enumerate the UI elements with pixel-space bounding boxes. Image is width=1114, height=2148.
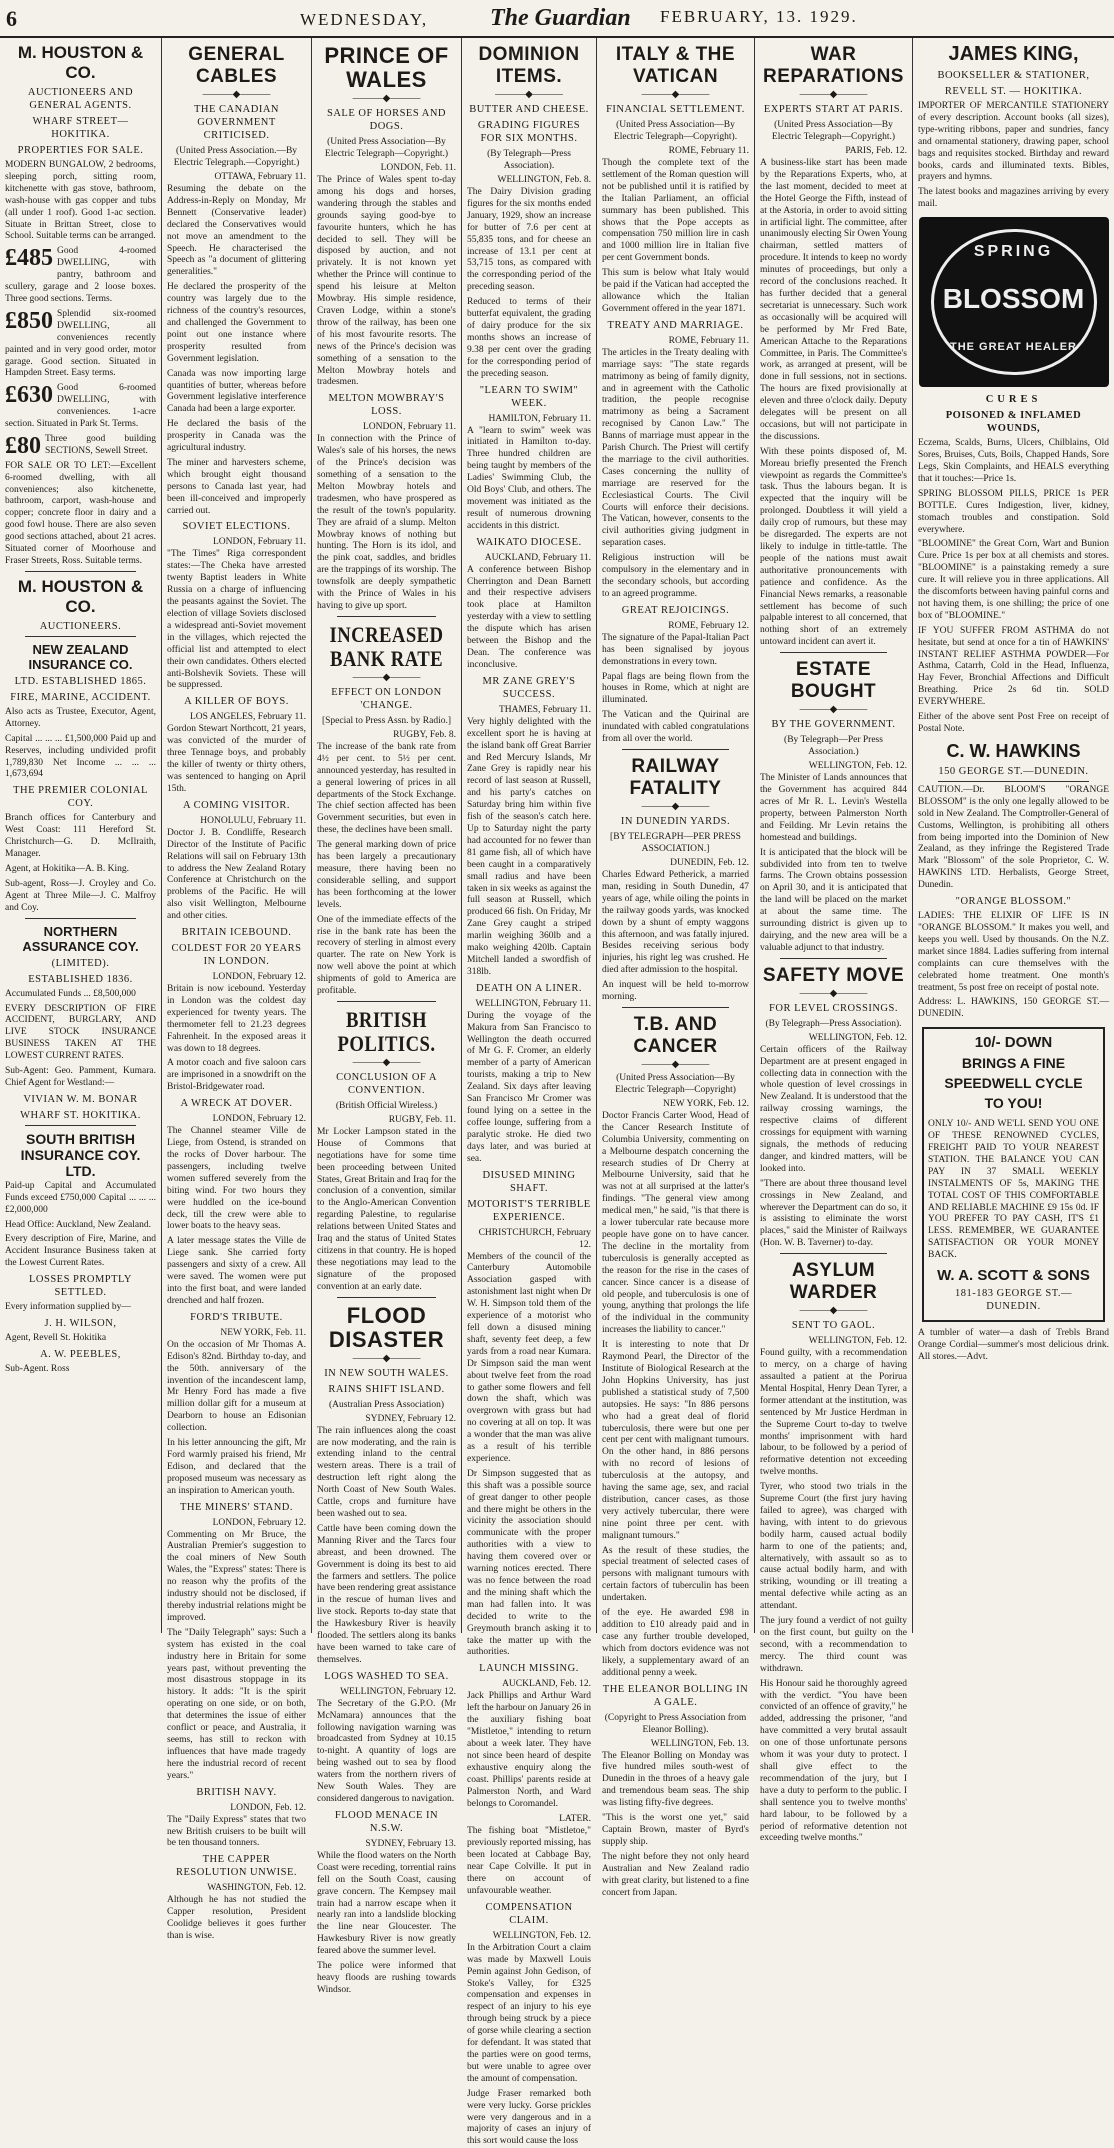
article-subheading: MOTORIST'S TERRIBLE EXPERIENCE. [467, 1198, 591, 1223]
ad-subtitle: AUCTIONEERS AND GENERAL AGENTS. [27, 87, 134, 111]
divider [622, 1007, 729, 1008]
ad-text: Agent, at Hokitika—A. B. King. [5, 863, 130, 874]
newspaper-columns [0, 38, 1114, 2147]
ad-address: 150 GEORGE ST.—DUNEDIN. [938, 765, 1089, 777]
ad-subtitle: LOSSES PROMPTLY SETTLED. [28, 1274, 132, 1299]
ad-south-british-title: SOUTH BRITISH INSURANCE COY. LTD. [20, 1130, 141, 1179]
dateline: CHRISTCHURCH, February 12. [478, 1227, 591, 1250]
ad-text: Eczema, Scalds, Burns, Ulcers, Chilblains, Old Sores, Bruises, Cuts, Boils, Chapped Hands, Sore Legs, Skin Complaints, and HEALS everything that it touches:—Price 1s. [918, 438, 1109, 484]
article-subheading: SOVIET ELECTIONS. [182, 521, 291, 533]
article-text: Religious instruction will be compulsory in the elementary and in the secondary schools, but according to an agreed programme. [602, 553, 749, 599]
article-text: Jack Phillips and Arthur Ward left the harbour on January 26 in the auxiliary fishing boat "Mistletoe," intending to return about a week later. They have not since been heard of despite exhaustive enquiry along the coast. Phillips' parents reside at Palmerston North, and Ward belongs to Coromandel. [467, 1691, 591, 1809]
price: £630 [5, 382, 53, 409]
article-subheading: WAIKATO DIOCESE. [476, 536, 582, 548]
masthead-date: FEBRUARY, 13. 1929. [660, 7, 858, 26]
ad-text: The latest books and magazines arriving by every mail. [918, 187, 1109, 210]
ad-subtitle: FIRE, MARINE, ACCIDENT. [10, 691, 151, 703]
ad-text: Sub-Agent. Ross [5, 1364, 70, 1374]
ad-text: IMPORTER OF MERCANTILE STATIONERY of every description. Account books (all sizes), type-writing ribbons, paper and sundries, fancy and ornamental stationery, drawing paper, school bags and requisites stocked. Birthday and reward books, cards and illuminated texts. Bibles, prayers and hymns. [918, 101, 1109, 183]
article-text: One of the immediate effects of the rise in the bank rate has been the recovery of sterling in almost every quarter. The rate on New York is now well above the point at which shipments of gold to America are profitable. [317, 914, 456, 997]
divider [938, 781, 1089, 782]
divider [25, 1125, 136, 1126]
ad-james-king-title: JAMES KING, [948, 43, 1079, 65]
article-text: "The Times" Riga correspondent states:—The Cheka have arrested twenty Baptist leaders in White Russia on a charge of influencing the peasants against the Soviet. The election of village Soviets disclosed a widespread anti-Soviet movement in the villages, which rejected the official list and attempted to elect their own candidates. Others elected anti-Bolshevik Soviets. These will be suppressed. [167, 549, 306, 691]
dateline: AUCKLAND, February 11. [484, 552, 591, 563]
article-text: Certain officers of the Railway Department are at present engaged in collecting data in connection with the whole question of level crossings in New Zealand. It is understood that the railway crossing warnings, the respective claims of different crossings for equipment with warning signals, the methods of reducing danger, and kindred matters, will be looked into. [760, 1044, 907, 1174]
wire-credit: (By Telegraph—Per Press Association.) [784, 735, 883, 758]
dateline: WELLINGTON, February 12. [340, 1686, 456, 1697]
cycle-ad-line: TO YOU! [984, 1095, 1043, 1112]
ad-heading: PROPERTIES FOR SALE. [17, 145, 144, 156]
dateline: HAMILTON, February 11. [488, 413, 591, 424]
article-subheading: THE CAPPER RESOLUTION UNWISE. [176, 1854, 297, 1879]
ad-text: Every information supplied by— [5, 1302, 131, 1313]
ad-text: Branch offices for Canterbury and West Coast: 111 Hereford St. Christchurch—G. D. McIlraith, Manager. [5, 813, 156, 860]
divider: ———◆——— [495, 89, 563, 100]
dateline: LONDON, Feb. 12. [230, 1802, 306, 1813]
article-subheading: A COMING VISITOR. [183, 799, 290, 811]
wire-credit: (Copyright to Press Association from Eleanor Bolling). [604, 1712, 747, 1735]
ad-text: Every description of Fire, Marine, and Accident Insurance Business taken at the Lowest Current Rates. [5, 1234, 156, 1269]
section-heading: DOMINION ITEMS. [478, 44, 580, 87]
divider: ———◆——— [641, 89, 710, 100]
article-subheading: DEATH ON A LINER. [476, 982, 582, 994]
article-subheading: MR ZANE GREY'S SUCCESS. [482, 675, 576, 700]
ad-subtitle: BOOKSELLER & STATIONER, [937, 70, 1090, 81]
article-subheading: LOGS WASHED TO SEA. [324, 1670, 449, 1682]
ad-scott-title: W. A. SCOTT & SONS [937, 1267, 1090, 1285]
article-subheading: A WRECK AT DOVER. [180, 1098, 293, 1110]
dateline: RUGBY, Feb. 8. [393, 729, 456, 740]
article-subheading: DISUSED MINING SHAFT. [482, 1169, 576, 1194]
divider: ———◆——— [799, 89, 868, 100]
article-text: The rain influences along the coast are now moderating, and the rain is extending inland to the central western areas. There is a trail of destruction left right along the North Coast of New South Wales. Cattle, crops and furniture have been washed out to sea. [317, 1425, 456, 1519]
dateline: LONDON, February 12. [212, 972, 306, 983]
ad-text: £485 Good 4-roomed DWELLING, with pantry, bathroom and scullery, garage and 2 loose boxes. Three good sections. Terms. [5, 245, 156, 304]
article-text: The night before they not only heard Australian and New Zealand radio with great clarity, but listened to a fine concert from Japan. [602, 1851, 749, 1898]
article-text: A conference between Bishop Cherrington and Dean Barnett and their respective advisers took place at Hamilton yesterday with a view to settling the dispute which has arisen between the Bishop and the Dean. The conference was inconclusive. [467, 564, 591, 670]
article-text: Found guilty, with a recommendation to mercy, on a charge of having assaulted a patient at the Porirua Mental Hospital, Henry Dean Tyrer, a former attendant at the institution, was sentenced by Mr Justice Herdman in the Supreme Court to-day to twelve months' imprisonment with hard labour, to be followed by a period of reformative detention not exceeding twelve months. [760, 1348, 907, 1478]
dateline: LATER. [559, 1814, 591, 1825]
wire-credit: (United Press Association—By Electric Telegraph—Copyright). [613, 120, 738, 142]
article-text: Reduced to terms of their butterfat equivalent, the grading of dairy produce for the six months shows an increase of 9.38 per cent over the grading for the corresponding period of the preceding season. [467, 297, 591, 379]
cycle-ad-line: 10/- DOWN [974, 1034, 1053, 1052]
dateline: ROME, February 11. [668, 335, 749, 346]
dateline: WELLINGTON, Feb. 12. [808, 761, 907, 772]
logo-text-healer: THE GREAT HEALER [949, 341, 1078, 354]
article-text: A later message states the Ville de Liege sank. She carried forty passengers and sixty of a crew. All were saved. The women were put into the first boat, and were landed drenched and half frozen. [167, 1236, 306, 1306]
ad-houston-title-2: M. HOUSTON & CO. [17, 576, 144, 616]
dateline: WELLINGTON, Feb. 8. [497, 175, 591, 185]
article-subheading: THE MINERS' STAND. [179, 1501, 293, 1513]
article-text: Charles Edward Petherick, a married man, residing in South Dunedin, 47 years of age, while oiling the points in the railway goods yards, was knocked down by a shunt of empty waggons this afternoon, and was fatally injured. Besides receiving serious body injuries, his right leg was crushed. He died after admission to the hospital. [602, 869, 749, 976]
article-text: The Eleanor Bolling on Monday was five hundred miles south-west of Dunedin in the throes of a heavy gale and tremendous beam seas. The ship was listing fifty-five degrees. [602, 1750, 749, 1809]
dateline: WELLINGTON, Feb. 12. [492, 1930, 591, 1941]
ad-text: Accumulated Funds ... £8,500,000 [5, 988, 136, 999]
dateline: LONDON, February 12. [212, 1517, 306, 1528]
ad-subtitle: J. H. WILSON, [44, 1318, 117, 1330]
article-subheading: "LEARN TO SWIM" WEEK. [479, 384, 579, 409]
article-text: Tyrer, who stood two trials in the Supreme Court (the first jury having failed to agree), was charged with having, with intent to do grievous bodily harm, caused actual bodily harm to one of the patients; and, alternatively, with assault so as to cause actual bodily harm, and with striking, wounding or ill treating a mental defective while acting as an attendant. [760, 1482, 907, 1612]
ad-text: FOR SALE OR TO LET:—Excellent 6-roomed dwelling, with all conveniences; also kitchenette, bathroom, carport, wash-house and copper; concrete floor in dairy and a good fowl house. There are also seven good sections attached, about 21 acres. Situated corner of Moorhouse and Fraser Streets, Ross. Suitable terms. [5, 460, 156, 566]
ad-houston-title: M. HOUSTON & CO. [17, 43, 144, 82]
spring-blossom-logo [919, 217, 1109, 387]
article-text: A motor coach and five saloon cars are imprisoned in a snowdrift on the Bristol-Bridgewater road. [167, 1058, 306, 1093]
dateline: LOS ANGELES, February 11. [189, 712, 306, 723]
article-text: Though the complete text of the settlement of the Roman question will not be published until it is ratified by the Italian Parliament, an official summary has been published. This shows that the Pope accepts as compensation 750 million lire in cash and 1000 million lire in Italian five per cent Government bonds. [602, 158, 749, 264]
article-text: Judge Fraser remarked both were very lucky. Gorse prickles were very dangerous and in a majority of cases an injury of this sort would cause the loss [467, 2088, 591, 2147]
article-text: It is anticipated that the block will be subdivided into from ten to twelve farms. The Crown obtains possession on April 30, and it is anticipated that the land will be placed on the market at about the same time. The surrounding district is given up to dairying, and the new area will be a valuable adjunct to that industry. [760, 847, 907, 953]
wire-credit: (United Press Association—By Electric Telegraph—Copyright.) [324, 137, 449, 159]
article-subheading: LAUNCH MISSING. [479, 1663, 579, 1675]
article-text: The Dairy Division grading figures for the six months ended January, 1929, show an increase for butter of 7.6 per cent at 55,835 tons, and for cheese an increase of 13.1 per cent at 53,715 tons, as compared with the corresponding period of the preceding season. [467, 187, 591, 293]
price: £80 [5, 432, 41, 459]
cycle-ad-line: BRINGS A FINE [961, 1055, 1066, 1072]
divider [337, 616, 436, 617]
divider [25, 571, 136, 572]
ad-text: £850 Splendid six-roomed DWELLING, all conveniences recently painted and in very good order, motor garage. Good section. Situated in Hampden Street. Easy terms. [5, 307, 156, 379]
logo-text-blossom: BLOSSOM [942, 283, 1085, 315]
ad-address: WHARF STREET— HOKITIKA. [32, 116, 129, 140]
section-heading: SAFETY MOVE [762, 964, 905, 986]
divider [780, 958, 887, 959]
section-heading: PRINCE OF WALES [324, 43, 449, 92]
divider [25, 636, 136, 637]
column-6 [755, 38, 913, 1844]
dateline: HONOLULU, February 11. [200, 815, 306, 826]
article-subheading: FLOOD MENACE IN N.S.W. [334, 1809, 439, 1834]
article-subheading: SENT TO GAOL. [791, 1320, 876, 1332]
article-subheading: GRADING FIGURES FOR SIX MONTHS. [477, 120, 581, 144]
article-subheading: TREATY AND MARRIAGE. [607, 319, 744, 331]
ad-text: A tumbler of water—a dash of Trebls Brand Orange Cordial—summer's most delicious drink. All stores.—Advt. [918, 1328, 1109, 1362]
wire-credit: (United Press Association—By Electric Telegraph—Copyright.) [771, 120, 896, 142]
divider: ———◆——— [799, 704, 868, 716]
wire-credit: (United Press Association.—By Electric Telegraph.—Copyright.) [173, 146, 300, 168]
section-heading: ASYLUM WARDER [789, 1260, 878, 1304]
ad-text: Agent, Revell St. Hokitika [5, 1333, 107, 1344]
ad-address: REVELL ST. — HOKITIKA. [944, 86, 1083, 97]
section-heading: WAR REPARATIONS [763, 44, 904, 87]
article-subheading: SALE OF HORSES AND DOGS. [327, 108, 446, 132]
article-text: The Minister of Lands announces that the Government has acquired 844 acres of Mr R. L. Levin's Westella property, between Palmerston North and Feilding. Mr Levin retains the homestead and buildings. [760, 773, 907, 843]
article-text: The police were informed that heavy floods are rushing towards Windsor. [317, 1961, 456, 1995]
article-text: A "learn to swim" week was initiated in Hamilton to-day. Three hundred children are being taught by members of the Ladies' Swimming Club, the Old Boys' Club, and others. The movement was initiated as the result of numerous drowning accidents in this district. [467, 425, 591, 531]
article-text: The articles in the Treaty dealing with marriage says: "The state regards matrimony as being of family dignity, and in agreement with the Catholic tradition, the people recognise matrimony as being a Sacrament recognised by Canon Law." The Banns of marriage must appear in the Parish Church. The Priest will certify the marriage to the civil authorities. Cases concerning the nullity of marriage are reserved for the Ecclesiastical Courts. The Civil Courts will enforce their decisions. The Vatican, however, consents to the civil authorities giving judgment in separation cases. [602, 347, 749, 549]
article-text: The jury found a verdict of not guilty on the first count, but guilty on the second, with a recommendation to mercy. The third count was withdrawn. [760, 1616, 907, 1674]
dateline: SYDNEY, February 13. [365, 1838, 456, 1849]
ad-text: LADIES: THE ELIXIR OF LIFE IS IN "ORANGE BLOSSOM." It makes you well, and keeps you well. Used by thousands. On the N.Z. market since 1884. Ladies suffering from internal complaints can cure themselves with the celebrated home treatment. One month's treatment, 5s post free on receipt of postal note. [918, 911, 1109, 993]
ad-subtitle: WHARF ST. HOKITIKA. [20, 1109, 141, 1121]
article-text: In connection with the Prince of Wales's sale of his horses, the news of the Prince's decision was something of a sensation to the Melton Mowbray hotels and tradesmen, who have prospered as the result of the town's popularity. They are afraid of a slump. Melton Mowbray knows of nothing but hunting. The Horn is its idol, and the pink coat, saddles, and bridles are the trappings of its worship. The townsfolk are deeply sympathetic with the Prince of Wales in his having to give up sport. [317, 434, 456, 611]
article-subheading: CONCLUSION OF A CONVENTION. [336, 1071, 437, 1096]
ad-text: Address: L. HAWKINS, 150 GEORGE ST.—DUNEDIN. [918, 997, 1109, 1020]
article-subheading: MELTON MOWBRAY'S LOSS. [328, 393, 445, 418]
dateline: RUGBY, Feb. 11. [388, 1114, 456, 1125]
dateline: SYDNEY, February 12. [365, 1413, 456, 1424]
dateline: LONDON, February 11. [362, 422, 456, 433]
divider [622, 749, 729, 750]
section-heading: ESTATE BOUGHT [790, 659, 877, 703]
price: £850 [5, 307, 53, 334]
article-text: The Vatican and the Quirinal are inundated with cabled congratulations from all over the world. [602, 710, 749, 745]
article-subheading: BRITAIN ICEBOUND. [181, 927, 292, 939]
article-subheading: IN NEW SOUTH WALES. [324, 1367, 449, 1379]
article-text: Dr Simpson suggested that as this shaft was a possible source of great danger to other people and there might be others in the vicinity the association should communicate with the proper authorities with a view to having them covered over or warning notices erected. There was no fence between the road and the mining shaft which the man had fallen into. It was decided to write to the Greymouth branch asking it to take the matter up with the authorities. [467, 1468, 591, 1658]
article-subheading: THE CANADIAN GOVERNMENT CRITICISED. [193, 104, 280, 141]
article-subheading: EXPERTS START AT PARIS. [763, 104, 904, 115]
divider: ———◆——— [352, 93, 421, 104]
wire-credit: (By Telegraph—Press Association). [487, 149, 571, 171]
article-subheading: GREAT REJOICINGS. [621, 604, 730, 616]
article-text: The fishing boat "Mistletoe," previously reported missing, has been located at Cabbage Bay, near Cape Colville. It put in there on account of unfavourable weather. [467, 1826, 591, 1896]
article-text: Doctor J. B. Condliffe, Research Director of the Institute of Pacific Relations will sail on February 13th to address the New Zealand Rotary Conference at Christchurch on the problems of the Pacific. He will also visit Wellington, Melbourne and other cities. [167, 827, 306, 922]
column-1 [0, 38, 162, 1633]
divider [337, 1001, 436, 1002]
divider: ———◆——— [352, 1056, 421, 1068]
column-5 [597, 38, 755, 1898]
dateline: AUCKLAND, Feb. 12. [502, 1679, 591, 1690]
ad-text: Sub-agent, Ross—J. Croyley and Co. Agent at Three Mile—J. C. Malfroy and Coy. [5, 878, 156, 913]
dateline: WELLINGTON, February 11. [475, 998, 591, 1009]
column-3 [312, 38, 462, 1995]
divider [25, 918, 136, 919]
ad-text: MODERN BUNGALOW, 2 bedrooms, sleeping porch, sitting room, kitchenette with gas stove, bathroom, wash-house with gas copper and tubs (all under 1 roof). Good 1-ac section. Situate in Brittan Street, close to School. Suitable terms can be arranged. [5, 160, 156, 242]
wire-credit: (By Telegraph—Press Association). [765, 1018, 902, 1029]
article-text: An inquest will be held to-morrow morning. [602, 980, 749, 1003]
article-subheading: FINANCIAL SETTLEMENT. [606, 104, 745, 115]
article-text: Very highly delighted with the excellent sport he is having at the island bank off Great Barrier and Red Mercury Islands, Mr Zane Grey is rapidly near his record of last season at Russell, and his party's catches on Saturday bring him within five fish of the season's catch here. Up to Saturday night the party had accounted for no fewer than 81 game fish, all of which have been caught in a comparatively small radius and have been taken in six weeks as against the full season at Russell, which produced 66 fish. On Friday, Mr Zane Grey caught a striped marlin weighing 360lb and a mako weighing 420lb. Captain Mitchell landed a swordfish of 318lb. [467, 716, 591, 977]
article-subheading: BY THE GOVERNMENT. [771, 719, 896, 731]
divider [780, 1253, 887, 1254]
cycle-ad-box [922, 1027, 1105, 1322]
article-text: A business-like start has been made by the Reparations Experts, who, at the last moment, decided to meet at the Hotel George the Fifth, instead of at the Astoria, in order to avoid sitting in artificial light. The committee, after unanimously electing Sir Owen Young chairman, settled matters of procedure. It intends to keep no wordy minutes of proceedings, but only a record of the conclusions reached. It has further decided that a general secretariat is unnecessary. Such work as occasionally will be acquired will be performed by Mr Fred Bate, American Attache to the Reparations Committee, in Paris. The Committee's work, as arranged at present, will be done in full sessions, not in sections. The hours are fixed provisionally at eleven and three o'clock daily. Deputy delegates will be present on all occasions, but will not participate in the discussions. [760, 158, 907, 442]
ad-text: IF YOU SUFFER FROM ASTHMA do not hesitate, but send at once for a tin of HAWKINS' INSTANT RELIEF ASTHMA POWDER—For Asthma, Catarrh, Cold in the Head, Influenza, Hay Fever, Bronchial Affections and Difficult Breathing. Price 2s 6d tin. SOLD EVERYWHERE. [918, 625, 1109, 708]
section-heading: RAILWAY FATALITY [629, 755, 722, 799]
ad-text: CAUTION.—Dr. BLOOM'S "ORANGE BLOSSOM" is the only one legally allowed to be sold in New Zealand. The Comptroller-General of Customs, Wellington, is prohibiting all others from being imported into the Dominion of New Zealand, as they infringe the Registered Trade Mark "Blossom" of the sole Proprietor, C. W. HAWKINS LTD. Herbalists, George Street, Dunedin. [918, 784, 1109, 891]
article-subheading: BRITISH NAVY. [196, 1786, 277, 1798]
wire-credit: (British Official Wireless.) [335, 1100, 438, 1111]
wire-credit: (United Press Association—By Electric Telegraph—Copyright) [615, 1072, 736, 1095]
divider: ———◆——— [799, 987, 868, 999]
article-text: The miner and harvesters scheme, which brought eight thousand persons to Canada last year, had been ill-conceived and improperly carried out. [167, 457, 306, 516]
divider: ———◆——— [641, 800, 710, 812]
ad-text: Also acts as Trustee, Executor, Agent, Attorney. [5, 706, 156, 729]
divider [337, 1297, 436, 1298]
article-text: Gordon Stewart Northcott, 21 years, was convicted of the murder of three Tennage boys, and probably the killer of twenty or thirty others, was sentenced to hanging on April 15th. [167, 724, 306, 794]
article-text: With these points disposed of, M. Moreau briefly presented the French viewpoint as regards the Committee's task. Thus the labours began. It is expected that the inquiry will be prolonged. Doubtless it will yield a daily crop of rumours, but these may be disregarded. The experts are not likely to indulge in tittle-tattle. The people of the nations must await authoritative pronouncements with patience and confidence. As the Financial News remarks, a reasonable settlement has become of such palpable interest to all concerned, that nothing short of an extremely untoward incident can avert it. [760, 446, 907, 648]
ad-subtitle: CURES [985, 394, 1042, 406]
ad-subtitle: POISONED & INFLAMED WOUNDS, [945, 410, 1082, 435]
article-text: Papal flags are being flown from the houses in Rome, which at night are illuminated. [602, 671, 749, 706]
dateline: LONDON, February 12. [212, 1114, 306, 1125]
dateline: WELLINGTON, Feb. 12. [808, 1336, 907, 1347]
divider: ———◆——— [352, 1352, 421, 1364]
article-text: Cattle have been coming down the Manning River and the Tarcs four abreast, and been drowned. The Government is doing its best to aid the farmers and settlers. The police have been rendering great assistance in the rescue of human lives and live stock. Reports to-day state that the Hawkesbury River is heavily flooded. The settlers along its banks have been warned to take care of themselves. [317, 1523, 456, 1665]
dateline: LONDON, Feb. 11. [380, 163, 456, 173]
article-text: He declared the basis of the prosperity in Canada was the agricultural industry. [167, 419, 306, 454]
section-heading: T.B. AND CANCER [633, 1013, 718, 1057]
article-text: "This is the worst one yet," said Captain Brown, master of Byrd's supply ship. [602, 1813, 749, 1847]
ad-hawkins-title: C. W. HAWKINS [946, 740, 1081, 761]
article-subheading: THE ELEANOR BOLLING IN A GALE. [602, 1683, 749, 1708]
column-2 [162, 38, 312, 1942]
ad-text: £80 Three good building SECTIONS, Sewell Street. [5, 432, 156, 459]
article-text: "There are about three thousand level crossings in New Zealand, and wherever the Department can do so, it is assisting to eliminate the worst places," said the Minister of Railways (Hon. W. B. Taverner) to-day. [760, 1178, 907, 1249]
newspaper-title: The Guardian [490, 5, 631, 31]
dateline: NEW YORK, Feb. 12. [662, 1098, 749, 1109]
ad-subtitle: A. W. PEEBLES, [40, 1349, 121, 1360]
dateline: WELLINGTON, Feb. 12. [808, 1032, 907, 1043]
article-subheading: FOR LEVEL CROSSINGS. [769, 1002, 898, 1014]
article-text: In the Arbitration Court a claim was made by Maxwell Louis Pemin against John Gedison, of Stoke's Valley, for £325 compensation and expenses in respect of an injury to his eye through being struck by a piece of gorse while clearing a section for defendant. It was stated that the parties were on good terms, but were unable to agree over the amount of compensation. [467, 1942, 591, 2084]
article-text: Mr Locker Lampson stated in the House of Commons that negotiations have for some time been proceeding between United States, Great Britain and Iraq for the conclusion of a convention, similar to the Anglo-American Convention regarding Palestine, to regularise relations between United States and Iraq and the status of United States citizens in that country. He is hoped these negotiations may lead to the signature of the proposed convention at an early date. [317, 1126, 456, 1292]
ad-subtitle: AUCTIONEERS. [39, 620, 122, 632]
masthead [0, 0, 1114, 38]
ad-subtitle: VIVIAN W. M. BONAR [23, 1093, 138, 1105]
article-text: Britain is now icebound. Yesterday in London was the coldest day experienced for twenty years. The thermometer fell to 21.23 degrees Fahrenheit. In the exposed areas it was down to 18 degrees. [167, 984, 306, 1054]
article-text: Doctor Francis Carter Wood, Head of the Cancer Research Institute of Columbia University, commenting on a Melbourne despatch concerning the research studies of Dr Cherry at Melbourne University, said that he was not at all surprised at the latter's findings. "The general view among medical men," he said, "is that there is a lower tubercular rate because more people have gone on to have cancer. The decline in the mortality from tuberculosis is generally accepted as the reason for the rise in the cases of cancer. Since cancer is a disease of old people, and tuberculosis is one of young, anything that prolongs the life of the individual in the community increases the liability to cancer." [602, 1110, 749, 1336]
article-subheading: IN DUNEDIN YARDS. [620, 815, 731, 827]
article-text: The general marking down of price has been largely a precautionary measure, there having been no considerable selling, and support has been forthcoming at the lower levels. [317, 840, 456, 910]
article-text: As the result of these studies, the special treatment of selected cases of persons with malignant tumours with certain factors of tuberculin has been undertaken. [602, 1545, 749, 1604]
article-text: Resuming the debate on the Address-in-Reply on Monday, Mr Bennett (Conservative leader) declared the Conservatives would not move an amendment to the Speech. He characterised the Speech as "a document of glittering generalities." [167, 184, 306, 278]
section-heading: FLOOD DISASTER [328, 1302, 445, 1352]
article-text: Canada was now importing large quantities of butter, whereas before Government legislative interference Canada had been a large exporter. [167, 368, 306, 415]
divider: ———◆——— [799, 1305, 868, 1317]
article-text: This sum is below what Italy would be paid if the Vatican had accepted the allowance which the Italian Government offered in the year 1871. [602, 268, 749, 314]
ad-northern-title: NORTHERN ASSURANCE COY. [22, 923, 139, 954]
dateline: WELLINGTON, Feb. 13. [650, 1738, 749, 1749]
ad-address: 181-183 GEORGE ST.—DUNEDIN. [955, 1288, 1072, 1313]
wire-credit: (Australian Press Association) [328, 1399, 445, 1410]
article-text: The Secretary of the G.P.O. (Mr McNamara) announces that the following navigation warning was broadcasted from Sydney at 10.15 to-night. A quantity of logs are being washed out to sea by flood waters from the northern rivers of New South Wales. They are considered dangerous to navigation. [317, 1698, 456, 1804]
ad-text: Capital ... ... ... £1,500,000 Paid up and Reserves, including undivided profit 1,789,830 Net Income ... ... ... 1,673,694 [5, 733, 156, 780]
article-text: The Channel steamer Ville de Liege, from Ostend, is stranded on the rocks of Dover harbour. The passengers, including twelve women suffered severely from the biting wind. For two hours they were huddled on the ice-bound deck, till the crew were able to lower boats to the heavy seas. [167, 1126, 306, 1232]
dateline: WASHINGTON, Feb. 12. [207, 1883, 306, 1894]
dateline: OTTAWA, February 11. [214, 172, 306, 182]
article-text: The "Daily Telegraph" says: Such a system has existed in the coal industry here in Britain for some years past, without preventing the most disastrous stoppage in its history. It adds: "It is the spirit operating on one side, or on both, that determines the issue of either conflict or peace, and Australia, it seems, has still to reckon with influences that have made tragedy here the industrial record of recent years." [167, 1627, 306, 1781]
dateline: DUNEDIN, Feb. 12. [670, 857, 749, 868]
column-7 [913, 38, 1114, 1633]
ad-subtitle: "ORANGE BLOSSOM." [955, 896, 1072, 908]
article-subheading: FORD'S TRIBUTE. [190, 1311, 283, 1323]
section-heading: BRITISH POLITICS. [337, 1006, 436, 1056]
dateline: PARIS, Feb. 12. [845, 146, 907, 156]
article-text: The signature of the Papal-Italian Pact has been signalised by joyous demonstrations in every town. [602, 632, 749, 667]
ad-subtitle: ESTABLISHED 1836. [28, 973, 133, 985]
divider: ———◆——— [202, 89, 271, 100]
wire-credit: [Special to Press Assn. by Radio.] [321, 715, 452, 726]
logo-text-spring: SPRING [973, 243, 1054, 261]
ad-text: Head Office: Auckland, New Zealand. [5, 1219, 151, 1230]
dateline: LONDON, February 11. [212, 537, 306, 548]
ad-text: SPRING BLOSSOM PILLS, PRICE 1s PER BOTTLE. Cures Indigestion, liver, kidney, stomach troubles and constipation. Sold everywhere. [918, 488, 1109, 535]
article-subheading: BUTTER AND CHEESE. [469, 104, 589, 115]
column-4 [462, 38, 597, 2147]
article-text: During the voyage of the Makura from San Francisco to Wellington the death occurred of Mr G. F. Cromer, an elderly member of a party of American tourists, making a trip to New Zealand. Six days after leaving San Francisco Mr Cromer was found lying on a settee in the coffee lounge, suffering from a paralytic stroke. He died two days later, and was buried at sea. [467, 1010, 591, 1164]
wire-credit: [BY TELEGRAPH—PER PRESS ASSOCIATION.] [610, 831, 741, 854]
section-heading: GENERAL CABLES [188, 44, 285, 87]
section-heading: INCREASED BANK RATE [329, 621, 444, 671]
ad-text: £630 Good 6-roomed DWELLING, with conveniences. 1-acre section. Situated in Park St. Terms. [5, 382, 156, 430]
ad-subtitle: THE PREMIER COLONIAL COY. [13, 785, 148, 810]
dateline: ROME, February 11. [668, 146, 749, 156]
article-text: While the flood waters on the North Coast were receding, torrential rains fell on the South Coast, causing grave concern. The Kempsey mail train had a narrow escape when it nearly ran into a landslide blocking the line near Gloucester. The Hawkesbury River is now greatly feared above the summer level. [317, 1850, 456, 1957]
article-text: Commenting on Mr Bruce, the Australian Premier's suggestion to the coal miners of New South Wales, the "Express" states: There is no reason why the profits of the industry should not be disclosed, if thereby industrial relations might be improved. [167, 1529, 306, 1623]
ad-text: ONLY 10/- AND WE'LL SEND YOU ONE OF THESE RENOWNED CYCLES, FREIGHT PAID TO YOUR NEAREST STATION. THE BALANCE YOU CAN PAY IN 37 SMALL WEEKLY INSTALMENTS OF 5s, MAKING THE TOTAL COST OF THIS COMFORTABLE AND RELIABLE MACHINE £9 15s 0d. IF YOU PREFER TO PAY CASH, IT'S £1 LESS. REMEMBER, WE GUARANTEE SATISFACTION OR YOUR MONEY BACK. [928, 1119, 1099, 1261]
divider: ———◆——— [641, 1058, 710, 1070]
article-subheading: EFFECT ON LONDON 'CHANGE. [331, 686, 442, 711]
article-subheading: COMPENSATION CLAIM. [485, 1901, 573, 1926]
ad-subtitle: LTD. ESTABLISHED 1865. [14, 675, 147, 687]
article-text: His Honour said he thoroughly agreed with the verdict. "You have been convicted of an offence of gravity," he added, addressing the prisoner, "and have committed a very brutal assault on one of those unfortunate persons whom it was your duty to protect. I shall give effect to the recommendation of the jury, but I have a duty to perform to the public. I shall sentence you to twelve months' hard labour, to be followed by a period of reformative detention not exceeding twelve months." [760, 1678, 907, 1844]
article-text: He declared the prosperity of the country was largely due to the richness of the country's resources, and challenged the Government to point out one instance where prosperity resulted from Government legislation. [167, 282, 306, 364]
divider [780, 652, 887, 653]
article-text: The "Daily Express" states that two new British cruisers to be built will be ten thousand tonners. [167, 1814, 306, 1849]
dateline: ROME, February 12. [668, 620, 749, 631]
ad-text: "BLOOMINE" the Great Corn, Wart and Bunion Cure. Price 1s per box at all chemists and stores. "BLOOMINE" is a painstaking remedy a sure cure. It will relieve you in three applications. All the discomforts between having painful corns and not having them, is one shilling; the price of one box of "BLOOMINE." [918, 539, 1109, 621]
article-text: The Prince of Wales spent to-day among his dogs and horses, wandering through the stables and grounds saying good-bye to favourite hunters, which he has decided to sell. They will be disposed by auction, and not privately. It is not known yet whether the Prince will continue to spend his leisure at Melton Mowbray. His simple residence, Craven Lodge, within a stone's throw of the railway, has been one of his most favourite resorts. The news of the Prince's decision was something of a sensation to the Melton Mowbray hotels and tradesmen. [317, 175, 456, 388]
dateline: THAMES, February 11. [499, 704, 591, 715]
divider: ———◆——— [352, 671, 421, 683]
article-text: In his letter announcing the gift, Mr Ford warmly praised his friend, Mr Edison, and declared that the proposed museum was necessary as an inspiration to American youth. [167, 1438, 306, 1496]
page-number: 6 [6, 6, 17, 31]
dateline: NEW YORK, Feb. 11. [220, 1327, 306, 1338]
ad-nz-insurance-title: NEW ZEALAND INSURANCE CO. [28, 641, 133, 672]
masthead-day: WEDNESDAY, [300, 10, 429, 29]
article-text: On the occasion of Mr Thomas A. Edison's 82nd. Birthday to-day, and the 50th. anniversary of the invention of the incandescent lamp, Mr Henry Ford has made a five million dollar gift for a museum at Dearborn to house an Edisonian collection. [167, 1339, 306, 1434]
article-text: The increase of the bank rate from 4½ per cent. to 5½ per cent. announced yesterday, has resulted in a general lowering of prices in all departments of the Stock Exchange. The chief section affected has been Government securities, but even in these, the declines have been small. [317, 741, 456, 836]
article-subheading: A KILLER OF BOYS. [184, 696, 289, 708]
ad-text: Sub-Agent: Geo. Pamment, Kumara. Chief Agent for Westland:— [5, 1066, 156, 1088]
ad-subtitle: (LIMITED). [51, 957, 110, 969]
ad-text: Paid-up Capital and Accumulated Funds exceed £750,000 Capital ... ... ... £2,000,000 [5, 1180, 156, 1215]
article-text: of the eye. He awarded £98 in addition to £10 already paid and in case any further trouble developed, which from doctors evidence was not likely, a supplementary award of an additional penny a week. [602, 1608, 749, 1678]
ad-text: EVERY DESCRIPTION OF FIRE ACCIDENT, BURGLARY, AND LIVE STOCK INSURANCE BUSINESS TAKEN AT THE LOWEST CURRENT RATES. [5, 1003, 156, 1062]
price: £485 [5, 245, 53, 272]
article-subheading: RAINS SHIFT ISLAND. [328, 1383, 445, 1395]
cycle-ad-line: SPEEDWELL CYCLE [944, 1075, 1083, 1092]
section-heading: ITALY & THE VATICAN [615, 44, 736, 87]
article-subheading: COLDEST FOR 20 YEARS IN LONDON. [171, 943, 302, 968]
article-text: It is interesting to note that Dr Raymond Pearl, the Director of the Institute of Biological Research at the John Hopkins University, has just published a statistical study of 7,500 autopsies. He says: "In 886 persons who had a great deal of florid tuberculosis, there were but one per cent per cent with malignant tumours. On the other hand, in 886 persons with no record of lesions of tuberculosis at the autopsy, and having the same age, sex, and racial distribution, cancer cases, as those very actively tubercular, there were nine point three per cent. with malignant tumours." [602, 1340, 749, 1541]
article-text: Although he has not studied the Capper resolution, President Coolidge believes it goes further than is wise. [167, 1895, 306, 1942]
ad-text: Either of the above sent Post Free on receipt of Postal Note. [918, 712, 1109, 734]
article-text: Members of the council of the Canterbury Automobile Association gasped with astonishment last night when Dr W. H. Simpson told them of the experience of a motorist who fell down a disused mining shaft, seventy feet deep, a few yards from a road near Kumara. Dr Simpson said the man went about twelve feet from the road to gather some flowers and fell down the shaft, which was overgrown with grass but had no covering at all on top. It was a wonder that the man was alive as a result of his terrible experience. [467, 1251, 591, 1464]
